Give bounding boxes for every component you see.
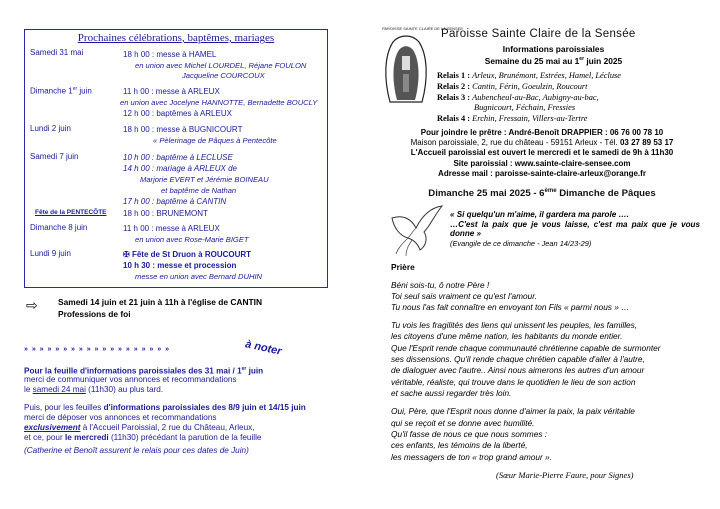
- prayer-line: Qu'il fasse de nous ce que nous sommes :: [391, 429, 548, 439]
- event-line: 18 h 00 : messe à BUGNICOURT: [123, 125, 243, 134]
- event-note: en union avec Michel LOURDEL, Réjane FOULON: [135, 61, 307, 70]
- schedule-title: Prochaines célébrations, baptêmes, mariages: [77, 32, 275, 44]
- prayer-line: véritable, réaliste, qui trouve dans le quotidien le lieu de son action: [391, 377, 636, 387]
- prayer-line: de dialoguer avec l'autre.. Ainsi nous aimerons les autres d'un amour: [391, 365, 645, 375]
- parish-logo: [382, 26, 464, 112]
- event-line: 11 h 00 : messe à ARLEUX: [123, 224, 220, 233]
- prayer-line: Tu vois les fragilités des liens qui unissent les peuples, les familles,: [391, 320, 638, 330]
- prayer-line: ses dissensions. Qu'il rende chaque chrétien capable d'aller à l'autre,: [391, 354, 645, 364]
- notice-text: merci de déposer vos annonces et recommandations: [24, 413, 217, 422]
- notice-relay: (Catherine et Benoît assurent le relais pour ces dates de Juin): [24, 446, 249, 455]
- event-note: en union avec Jocelyne HANNOTTE, Bernadette BOUCLY: [120, 98, 318, 107]
- date-label: Samedi 7 juin: [30, 152, 79, 161]
- pentecost-label: Fête de la PENTECÔTE: [35, 209, 107, 216]
- prayer-line: Toi seul sais vraiment ce qu'est l'amour.: [391, 291, 537, 301]
- event-note: Jacqueline COURCOUX: [182, 71, 265, 80]
- relais-line: Relais 4 : Erchin, Fressain, Villers-au-Tertre: [437, 114, 588, 123]
- prayer-line: et sache aussi regarder très loin.: [391, 388, 512, 398]
- date-label: Lundi 9 juin: [30, 249, 71, 258]
- prayer-line: Béni sois-tu, ô notre Père !: [391, 280, 490, 290]
- event-note: et baptême de Nathan: [161, 186, 237, 195]
- prayer-line: qui se reçoit et se donne avec humilité.: [391, 418, 535, 428]
- dove-icon: [386, 198, 446, 258]
- bullet-icon: ✠: [123, 250, 132, 259]
- a-noter-label: à noter: [244, 338, 283, 358]
- prayer-line: Oui, Père, que l'Esprit nous donne d'aimer la paix, la paix véritable: [391, 406, 635, 416]
- gospel-reference: (Evangile de ce dimanche - Jean 14/23-29): [450, 239, 592, 248]
- event-line: 10 h 30 : messe et procession: [123, 261, 237, 270]
- event-line: ✠ Fête de St Druon à ROUCOURT: [123, 250, 252, 259]
- arrow-right-icon: ⇨: [26, 297, 38, 313]
- notice-text: exclusivement à l'Accueil Paroissial, 2 rue du Château, Arleux,: [24, 423, 255, 432]
- relais-line: Relais 1 : Arleux, Brunémont, Estrées, Hamel, Lécluse: [437, 71, 621, 80]
- prayer-line: les citoyens d'une même nation, les habitants du monde entier.: [391, 331, 623, 341]
- info-subtitle: Informations paroissiales: [502, 44, 605, 54]
- prayer-line: Tu nous l'as fait connaître en envoyant ton Fils « parmi nous » …: [391, 302, 630, 312]
- notice-text: Puis, pour les feuilles d'informations paroissiales des 8/9 juin et 14/15 juin: [24, 403, 306, 412]
- notice-text: le samedi 24 mai (11h30) au plus tard.: [24, 385, 164, 394]
- week-range: Semaine du 25 mai au 1er juin 2025: [484, 55, 623, 66]
- parish-title: Paroisse Sainte Claire de la Sensée: [441, 28, 636, 40]
- date-label: Lundi 2 juin: [30, 124, 71, 133]
- accueil-hours: L'Accueil paroissial est ouvert le mercredi et le samedi de 9h à 11h30: [410, 148, 674, 157]
- notice-heading: Pour la feuille d'informations paroissiales des 31 mai / 1er juin: [24, 366, 264, 376]
- event-note: messe en union avec Bernard DUHIN: [135, 272, 263, 281]
- event-note: « Pèlerinage de Pâques à Pentecôte: [153, 136, 277, 145]
- announcement-line: Samedi 14 juin et 21 juin à 11h à l'église de CANTIN: [58, 297, 262, 307]
- info-header: [441, 44, 666, 66]
- event-note: Marjorie EVERT et Jérémie BOINEAU: [140, 175, 269, 184]
- quote-line: « Si quelqu'un m'aime, il gardera ma parole ….: [450, 210, 629, 219]
- date-label: Dimanche 1er juin: [30, 86, 92, 96]
- notice-text: et ce, pour le mercredi (11h30) précédant la parution de la feuille: [24, 433, 262, 442]
- event-line: 10 h 00 : baptême à LECLUSE: [123, 153, 233, 162]
- event-line: 18 h 00 : messe à HAMEL: [123, 50, 217, 59]
- date-label: Dimanche 8 juin: [30, 223, 88, 232]
- address: Maison paroissiale, 2, rue du château - 59151 Arleux - Tél. 03 27 89 53 17: [410, 138, 674, 147]
- sunday-title: Dimanche 25 mai 2025 - 6ème Dimanche de Pâques: [428, 188, 656, 200]
- website[interactable]: Site paroissial : www.sainte-claire-sensee.com: [453, 159, 631, 168]
- prayer-title: Prière: [391, 262, 415, 272]
- dots-divider: » » » » » » » » » » » » » » » » » » »: [24, 346, 170, 353]
- event-line: 18 h 00 : BRUNEMONT: [123, 209, 208, 218]
- event-line: 14 h 00 : mariage à ARLEUX de: [123, 164, 237, 173]
- prayer-line: les messagers de ton « trop grand amour ».: [391, 452, 552, 462]
- prayer-line: Que l'Esprit rende chaque communauté chrétienne capable de surmonter: [391, 343, 661, 353]
- prayer-signature: (Sœur Marie-Pierre Faure, pour Signes): [496, 470, 634, 480]
- event-line: 17 h 00 : baptême à CANTIN: [123, 197, 227, 206]
- relais-line: Relais 3 : Aubencheul-au-Bac, Aubigny-au-bac,: [437, 93, 599, 102]
- professions-announcement: [58, 296, 262, 320]
- relais-line: Bugnicourt, Féchain, Fressies: [474, 103, 576, 112]
- celebrations-schedule: [24, 29, 328, 288]
- date-label: Samedi 31 mai: [30, 48, 84, 57]
- email[interactable]: Adresse mail : paroisse-sainte-claire-arleux@orange.fr: [438, 169, 646, 178]
- relais-line: Relais 2 : Cantin, Férin, Goeulzin, Roucourt: [437, 82, 588, 91]
- notice-text: merci de communiquer vos annonces et recommandations: [24, 375, 237, 384]
- event-note: en union avec Rose-Marie BIGET: [135, 235, 249, 244]
- quote-line: …C'est la paix que je vous laisse, c'est ma paix que je vous donne »: [450, 219, 700, 238]
- announcement-line: Professions de foi: [58, 309, 131, 319]
- gospel-quote: [450, 210, 700, 239]
- logo-text: PAROISSE SAINTE CLAIRE DE LA SENSEE: [382, 26, 464, 31]
- priest-contact: Pour joindre le prêtre : André-Benoît DRAPPIER : 06 76 00 78 10: [420, 128, 664, 137]
- event-line: 12 h 00 : baptêmes à ARLEUX: [123, 109, 232, 118]
- event-line: 11 h 00 : messe à ARLEUX: [123, 87, 220, 96]
- prayer-line: ces enfants, les témoins de la liberté,: [391, 440, 528, 450]
